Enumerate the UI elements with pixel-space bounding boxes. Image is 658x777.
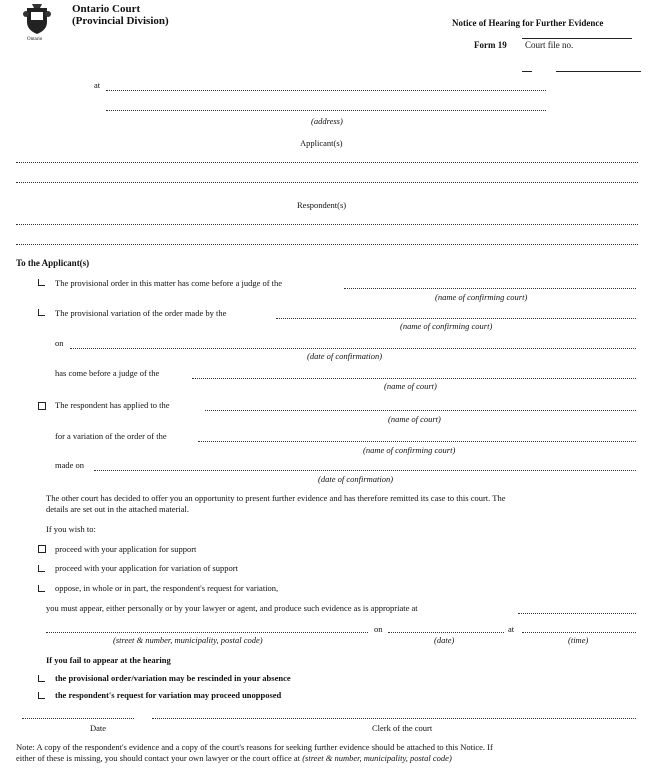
come-before-line[interactable]: [192, 378, 636, 379]
fail1-text: the provisional order/variation may be rescinded in your absence: [55, 673, 291, 683]
court-file-number-line-a[interactable]: [522, 71, 532, 72]
variation-line[interactable]: [198, 441, 636, 442]
form-number: Form 19: [474, 40, 507, 50]
wish2-text: proceed with your application for variation of support: [55, 563, 238, 573]
on-date-line[interactable]: [70, 348, 636, 349]
wish3-checkbox[interactable]: [38, 585, 45, 592]
hearing-time-line[interactable]: [522, 632, 636, 633]
wish3-text: oppose, in whole or in part, the respondent's request for variation,: [55, 583, 279, 593]
respondent-line-1[interactable]: [16, 224, 638, 225]
option2-caption: (name of confirming court): [400, 321, 493, 331]
wish1-checkbox[interactable]: [38, 545, 46, 553]
court-name: Ontario Court: [72, 3, 141, 15]
to-applicant-heading: To the Applicant(s): [16, 258, 90, 268]
variation-text: for a variation of the order of the: [55, 431, 167, 441]
date-confirmation-caption: (date of confirmation): [307, 351, 383, 361]
note-line-2-text: either of these is missing, you should contact your own lawyer or the court office at: [16, 753, 301, 763]
note-line-2-address: (street & number, municipality, postal code): [302, 753, 452, 763]
court-file-number-line-b[interactable]: [556, 71, 641, 72]
at2-label: at: [508, 624, 515, 634]
ontario-crest-icon: [22, 2, 52, 38]
if-wish-text: If you wish to:: [46, 524, 96, 534]
variation-caption: (name of confirming court): [363, 445, 456, 455]
date-caption: (date): [434, 635, 455, 645]
applicant-line-1[interactable]: [16, 162, 638, 163]
option3-text: The respondent has applied to the: [55, 400, 170, 410]
option1-line[interactable]: [344, 288, 636, 289]
come-before-text: has come before a judge of the: [55, 368, 160, 378]
wish1-text: proceed with your application for support: [55, 544, 197, 554]
respondent-line-2[interactable]: [16, 244, 638, 245]
time-caption: (time): [568, 635, 589, 645]
option2-line[interactable]: [276, 318, 636, 319]
option3-caption: (name of court): [388, 414, 441, 424]
address-caption: (address): [311, 116, 343, 126]
made-on-line[interactable]: [94, 470, 636, 471]
option2-text: The provisional variation of the order made by the: [55, 308, 227, 318]
crest-caption: Ontario: [27, 37, 43, 42]
other-court-line-1: The other court has decided to offer you an opportunity to present further evidence and has therefore remitted its case to this court. The: [46, 493, 506, 503]
made-on-caption: (date of confirmation): [318, 474, 394, 484]
date-signature-line[interactable]: [22, 718, 134, 719]
clerk-label: Clerk of the court: [372, 723, 433, 733]
applicant-line-2[interactable]: [16, 182, 638, 183]
option3-line[interactable]: [205, 410, 636, 411]
option1-checkbox[interactable]: [38, 279, 45, 286]
court-file-label: Court file no.: [525, 40, 574, 50]
note-line-1: Note: A copy of the respondent's evidence and a copy of the court's reasons for seeking further evidence should be attached to this Notice. If: [16, 742, 493, 752]
wish2-checkbox[interactable]: [38, 565, 45, 572]
form-title: Notice of Hearing for Further Evidence: [452, 18, 604, 28]
option1-caption: (name of confirming court): [435, 292, 528, 302]
address-line-2[interactable]: [106, 110, 546, 111]
court-file-line-top: [522, 38, 632, 39]
hearing-date-line[interactable]: [388, 632, 504, 633]
other-court-line-2: details are set out in the attached material.: [46, 504, 190, 514]
hearing-place-line[interactable]: [518, 613, 636, 614]
clerk-signature-line[interactable]: [152, 718, 636, 719]
fail2-checkbox[interactable]: [38, 692, 45, 699]
date-label: Date: [90, 723, 107, 733]
on2-label: on: [374, 624, 383, 634]
hearing-address-line[interactable]: [46, 632, 368, 633]
option2-checkbox[interactable]: [38, 309, 45, 316]
street-caption: (street & number, municipality, postal code): [113, 635, 263, 645]
option3-checkbox[interactable]: [38, 402, 46, 410]
court-division: (Provincial Division): [72, 15, 169, 27]
address-line-1[interactable]: [106, 90, 546, 91]
note-line-2: [16, 753, 452, 763]
must-appear-text: you must appear, either personally or by your lawyer or agent, and produce such evidence as is appropriate at: [46, 603, 418, 613]
made-on-text: made on: [55, 460, 85, 470]
applicant-label: Applicant(s): [300, 138, 343, 148]
at-label: at: [94, 80, 101, 90]
option1-text: The provisional order in this matter has come before a judge of the: [55, 278, 283, 288]
respondent-label: Respondent(s): [297, 200, 347, 210]
fail2-text: the respondent's request for variation may proceed unopposed: [55, 690, 282, 700]
on-label: on: [55, 338, 64, 348]
fail-heading: If you fail to appear at the hearing: [46, 655, 171, 665]
fail1-checkbox[interactable]: [38, 675, 45, 682]
name-court-caption: (name of court): [384, 381, 437, 391]
